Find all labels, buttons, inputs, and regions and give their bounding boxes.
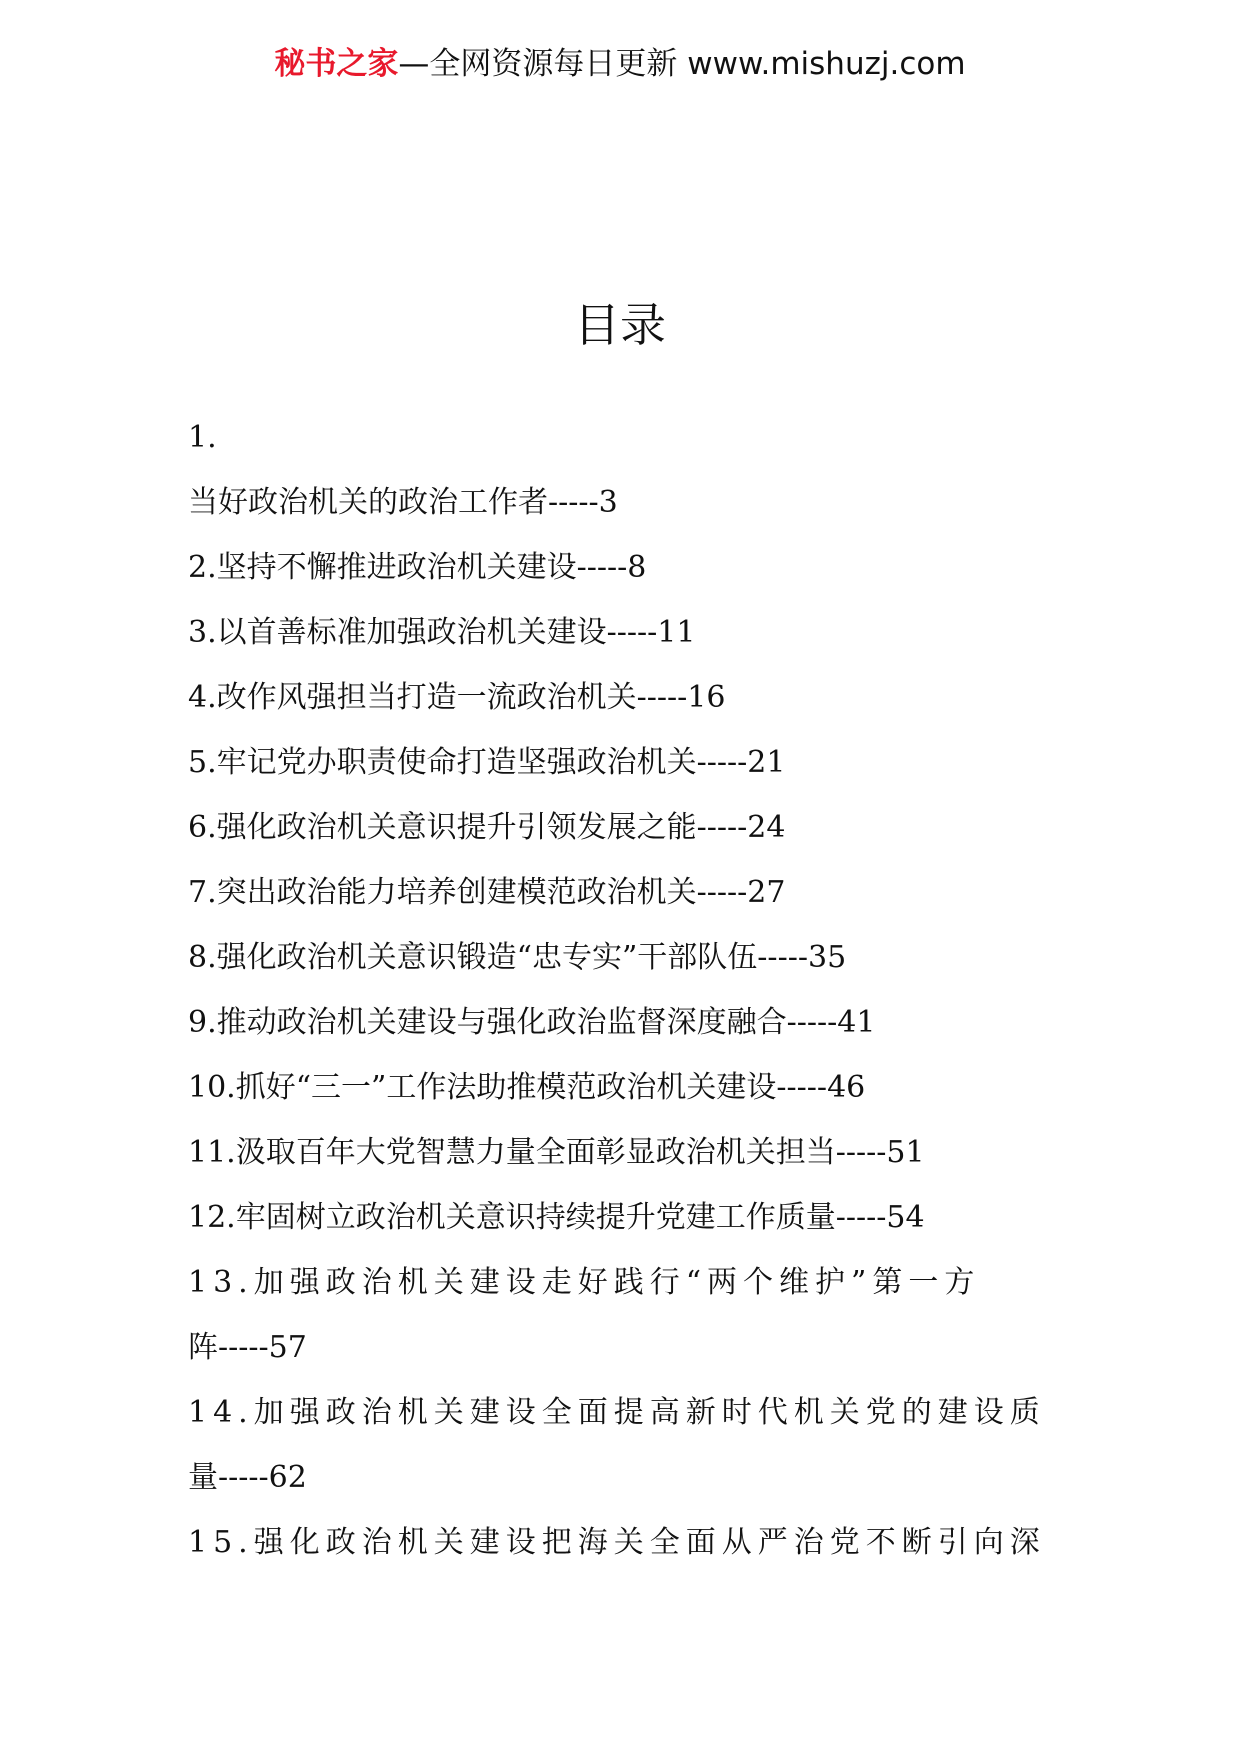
toc-line: 6.强化政治机关意识提升引领发展之能-----24 [188,810,786,845]
page-title: 目录 [574,298,666,352]
toc-line: 15.强化政治机关建设把海关全面从严治党不断引向深 [188,1525,1046,1560]
toc-line: 阵-----57 [188,1330,307,1365]
toc-line: 13.加强政治机关建设走好践行“两个维护”第一方 [188,1265,981,1300]
toc-line: 量-----62 [188,1460,307,1495]
toc-line: 2.坚持不懈推进政治机关建设-----8 [188,550,647,585]
table-of-contents [188,405,1053,1575]
toc-line: 当好政治机关的政治工作者-----3 [188,485,618,520]
toc-line: 4.改作风强担当打造一流政治机关-----16 [188,680,726,715]
header-tagline: —全网资源每日更新 www.mishuzj.com [398,46,966,82]
toc-line: 1. [188,420,217,455]
toc-line: 3.以首善标准加强政治机关建设-----11 [188,615,696,650]
toc-line: 14.加强政治机关建设全面提高新时代机关党的建设质 [188,1395,1046,1430]
header-brand: 秘书之家 [274,46,399,82]
toc-line: 9.推动政治机关建设与强化政治监督深度融合-----41 [188,1005,876,1040]
toc-line: 5.牢记党办职责使命打造坚强政治机关-----21 [188,745,786,780]
toc-line: 8.强化政治机关意识锻造“忠专实”干部队伍-----35 [188,940,847,975]
toc-line: 12.牢固树立政治机关意识持续提升党建工作质量-----54 [188,1200,925,1235]
toc-line: 10.抓好“三一”工作法助推模范政治机关建设-----46 [188,1070,866,1105]
page-header [0,38,1240,90]
toc-line: 11.汲取百年大党智慧力量全面彰显政治机关担当-----51 [188,1135,925,1170]
toc-line: 7.突出政治能力培养创建模范政治机关-----27 [188,875,786,910]
